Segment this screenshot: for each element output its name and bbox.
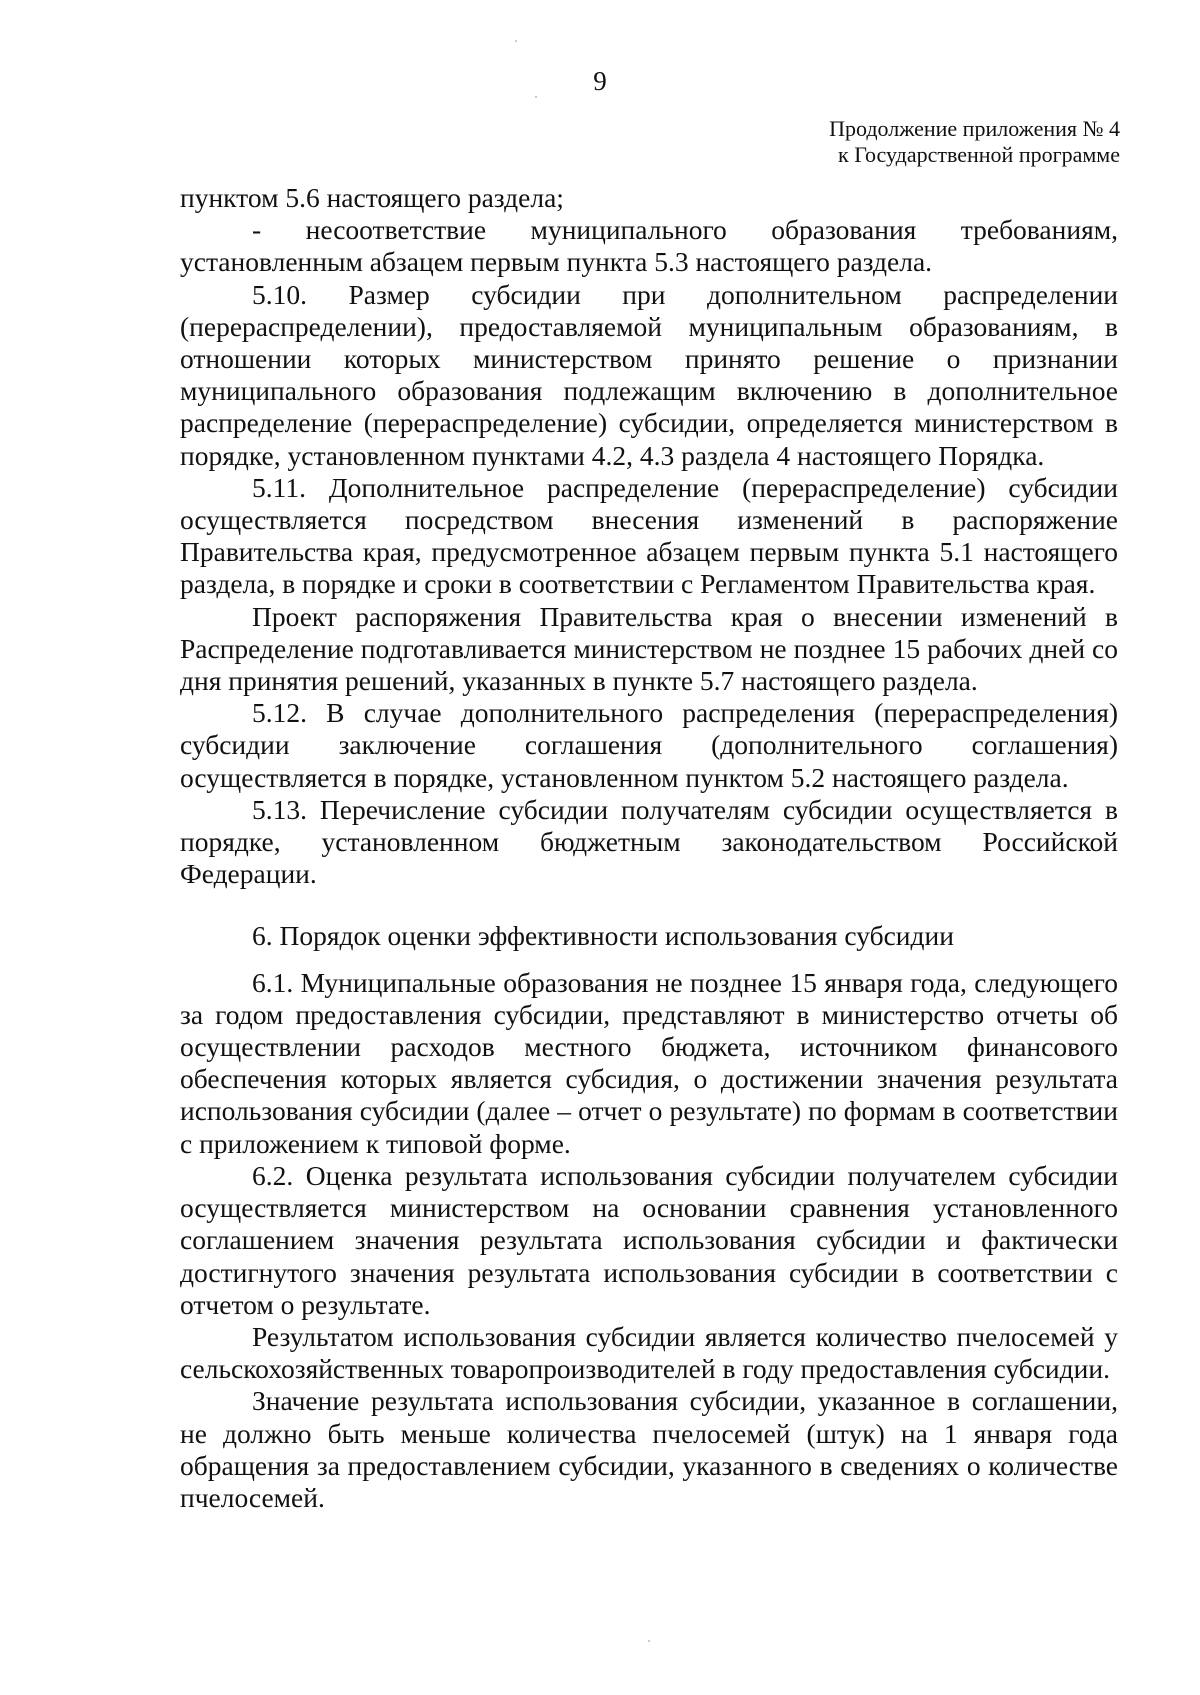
scan-speck bbox=[648, 1640, 650, 1642]
paragraph-6-1: 6.1. Муниципальные образования не позднее 15 января года, следующего за годом предоставления субсидии, представляют в министерство отчеты об осуществлении расходов местного бюджета, источником финансового обеспечения которых является субсидия, о достижении значения результата использования субсидии (далее – отчет о результате) по формам в соответствии с приложением к типовой форме. bbox=[180, 966, 1118, 1159]
paragraph-6-2: 6.2. Оценка результата использования субсидии получателем субсидии осуществляется министерством на основании сравнения установленного соглашением значения результата использования субсидии и фактически достигнутого значения результата использования субсидии в соответствии с отчетом о результате. bbox=[180, 1159, 1118, 1320]
paragraph-result-value: Значение результата использования субсидии, указанное в соглашении, не должно быть меньше количества пчелосемей (штук) на 1 января года обращения за предоставлением субсидии, указанного в сведениях о количестве пчелосемей. bbox=[180, 1385, 1118, 1513]
document-body bbox=[180, 182, 1118, 1514]
section-6-heading: 6. Порядок оценки эффективности использования субсидии bbox=[252, 920, 954, 952]
appendix-note-line-1: Продолжение приложения № 4 bbox=[829, 116, 1120, 141]
appendix-note bbox=[829, 116, 1120, 168]
page-number: 9 bbox=[593, 66, 607, 96]
paragraph-5-11: 5.11. Дополнительное распределение (перераспределение) субсидии осуществляется посредством внесения изменений в распоряжение Правительства края, предусмотренное абзацем первым пункта 5.1 настоящего раздела, в порядке и сроки в соответствии с Регламентом Правительства края. bbox=[180, 471, 1118, 600]
scan-speck bbox=[515, 40, 517, 42]
appendix-note-line-2: к Государственной программе bbox=[838, 142, 1120, 167]
paragraph-5-13: 5.13. Перечисление субсидии получателям субсидии осуществляется в порядке, установленном бюджетным законодательством Российской Федерации. bbox=[180, 793, 1118, 890]
paragraph-draft-order: Проект распоряжения Правительства края о внесении изменений в Распределение подготавливается министерством не позднее 15 рабочих дней со дня принятия решений, указанных в пункте 5.7 настоящего раздела. bbox=[180, 600, 1118, 697]
paragraph-non-compliance: - несоответствие муниципального образования требованиям, установленным абзацем первым пункта 5.3 настоящего раздела. bbox=[180, 214, 1118, 278]
paragraph-5-10: 5.10. Размер субсидии при дополнительном распределении (перераспределении), предоставляемой муниципальным образованиям, в отношении которых министерством принято решение о признании муниципального образования подлежащим включению в дополнительное распределение (перераспределение) субсидии, определяется министерством в порядке, установленном пунктами 4.2, 4.3 раздела 4 настоящего Порядка. bbox=[180, 278, 1118, 471]
paragraph-5-12: 5.12. В случае дополнительного распределения (перераспределения) субсидии заключение соглашения (дополнительного соглашения) осуществляется в порядке, установленном пунктом 5.2 настоящего раздела. bbox=[180, 697, 1118, 793]
paragraph-result-definition: Результатом использования субсидии является количество пчелосемей у сельскохозяйственных товаропроизводителей в году предоставления субсидии. bbox=[180, 1320, 1118, 1385]
scan-speck bbox=[535, 96, 537, 98]
paragraph-continuation: пунктом 5.6 настоящего раздела; bbox=[180, 182, 564, 213]
